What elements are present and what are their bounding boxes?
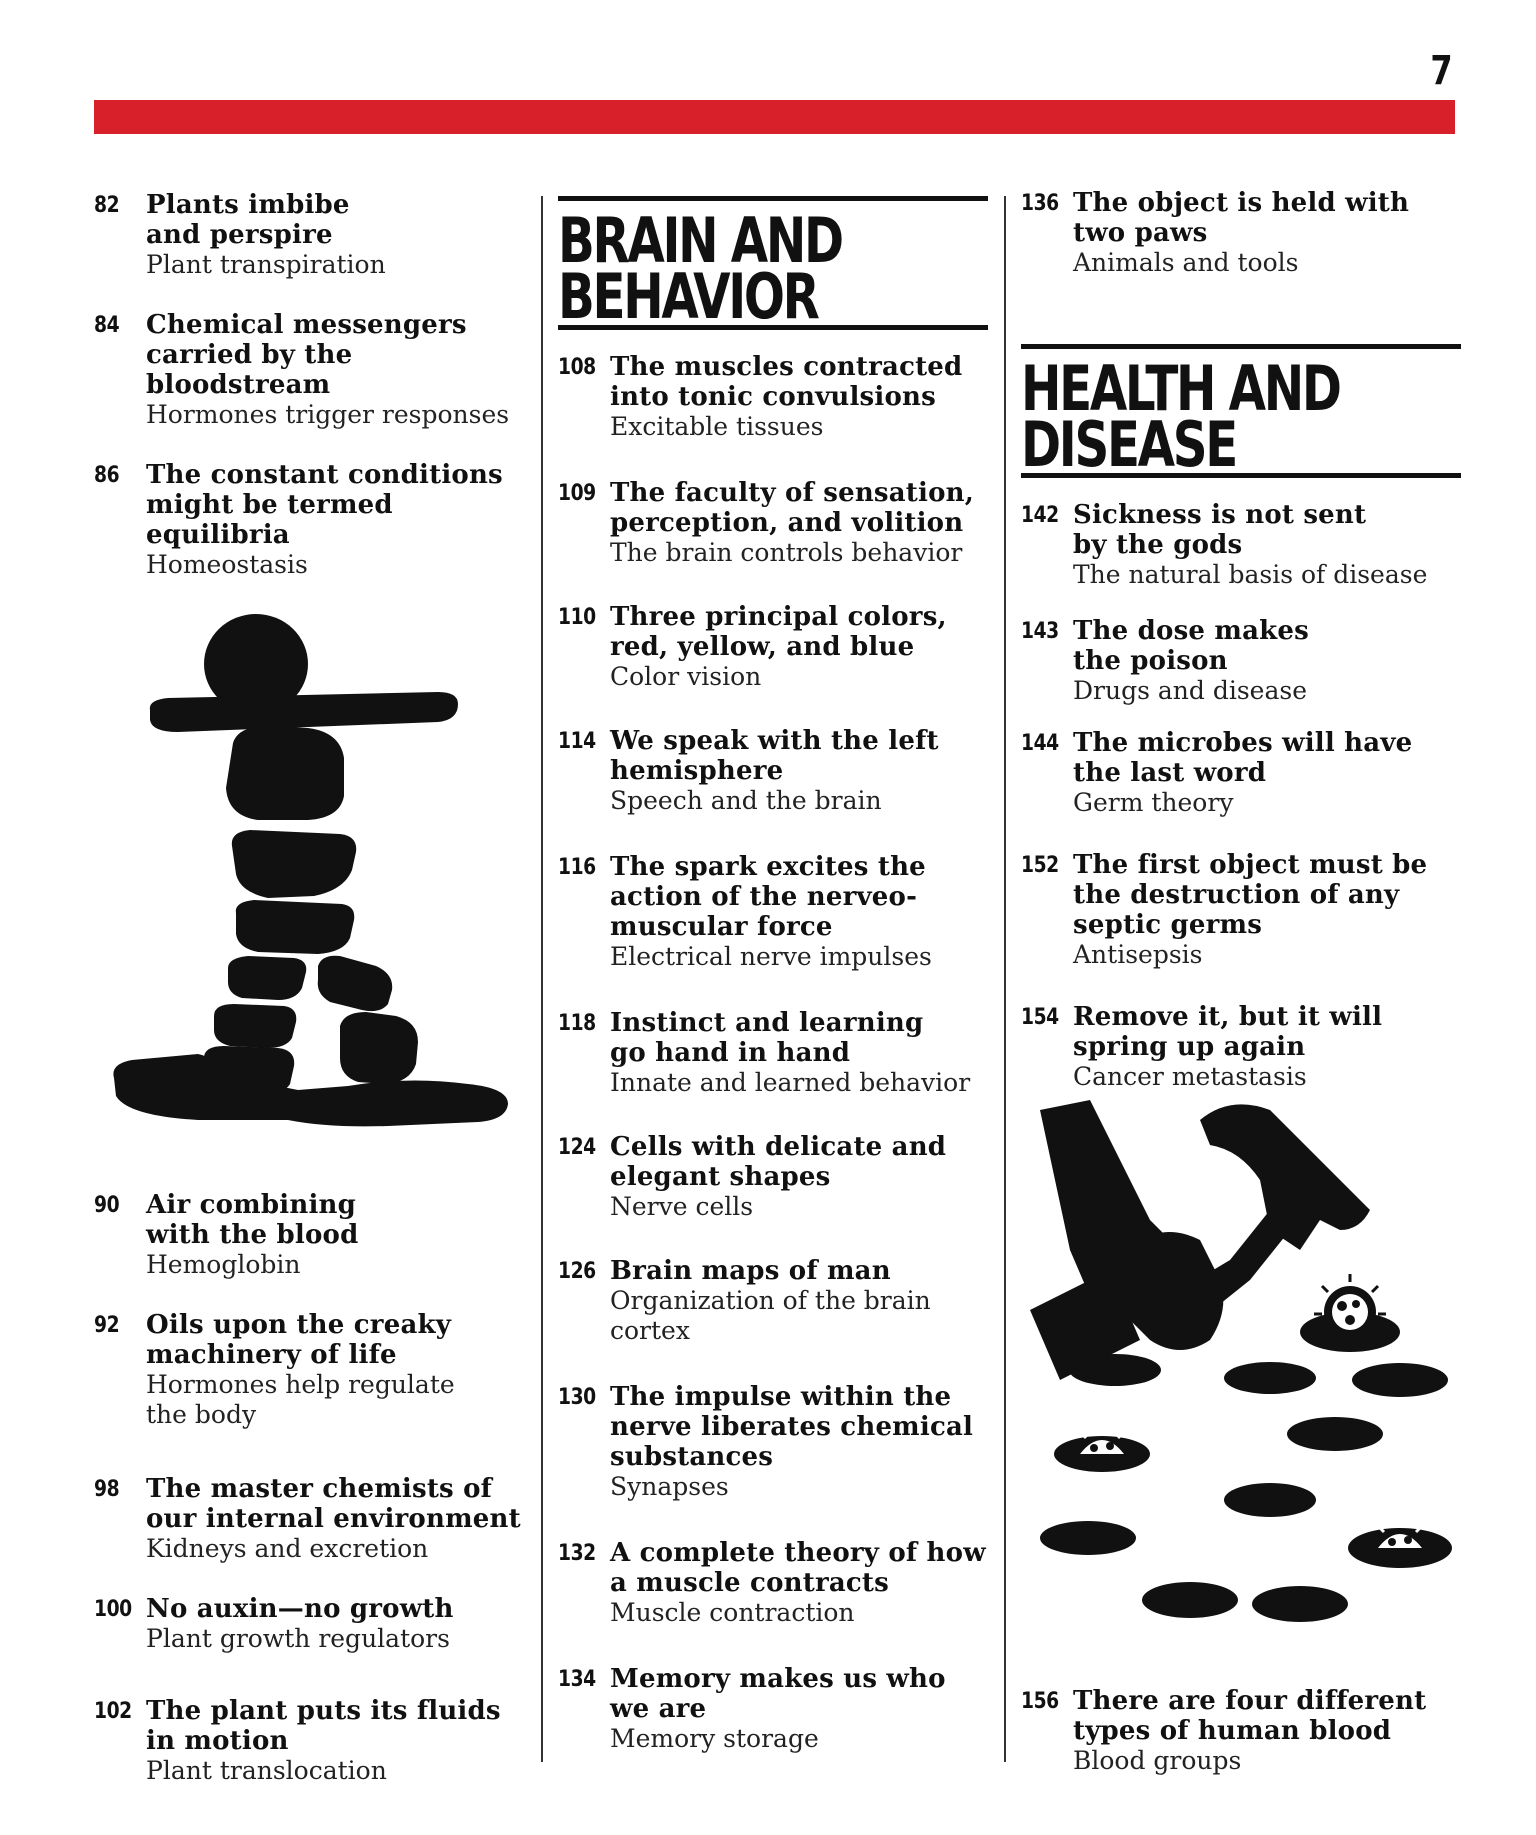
toc-entry[interactable] xyxy=(94,1190,524,1280)
toc-entry[interactable] xyxy=(1021,1002,1461,1092)
toc-title: Chemical messengers carried by the bloodstream xyxy=(146,310,467,400)
toc-page-number: 110 xyxy=(558,605,596,630)
toc-entry[interactable] xyxy=(558,1256,988,1346)
toc-subtitle: Color vision xyxy=(610,662,762,691)
toc-subtitle: Memory storage xyxy=(610,1724,819,1753)
toc-subtitle: The brain controls behavior xyxy=(610,538,963,567)
toc-entry[interactable] xyxy=(1021,728,1461,818)
toc-title: The impulse within the nerve liberates chemical substances xyxy=(610,1382,974,1472)
toc-entry[interactable] xyxy=(94,1594,524,1654)
toc-subtitle: The natural basis of disease xyxy=(1073,560,1428,589)
toc-entry[interactable] xyxy=(1021,188,1461,278)
toc-page-number: 143 xyxy=(1021,619,1059,644)
toc-page-number: 156 xyxy=(1021,1689,1059,1714)
toc-page-number: 118 xyxy=(558,1011,596,1036)
header-red-bar xyxy=(94,100,1455,134)
toc-page-number: 124 xyxy=(558,1135,596,1160)
toc-page-number: 130 xyxy=(558,1385,596,1410)
toc-entry[interactable] xyxy=(558,1132,988,1222)
toc-page-number: 116 xyxy=(558,855,596,880)
toc-page-number: 109 xyxy=(558,481,596,506)
toc-subtitle: Electrical nerve impulses xyxy=(610,942,932,971)
toc-subtitle: Hormones trigger responses xyxy=(146,400,510,429)
toc-subtitle: Germ theory xyxy=(1073,788,1234,817)
toc-title: Instinct and learning go hand in hand xyxy=(610,1008,924,1068)
toc-page-number: 82 xyxy=(94,193,120,218)
toc-subtitle: Plant transpiration xyxy=(146,250,386,279)
toc-subtitle: Excitable tissues xyxy=(610,412,824,441)
toc-entry[interactable] xyxy=(558,726,988,816)
toc-page-number: 152 xyxy=(1021,853,1059,878)
toc-entry[interactable] xyxy=(94,460,524,580)
toc-subtitle: Synapses xyxy=(610,1472,729,1501)
toc-page-number: 84 xyxy=(94,313,120,338)
toc-entry[interactable] xyxy=(558,478,988,568)
toc-subtitle: Organization of the brain cortex xyxy=(610,1286,931,1345)
toc-title: The muscles contracted into tonic convulsions xyxy=(610,352,963,412)
toc-subtitle: Speech and the brain xyxy=(610,786,882,815)
toc-title: The first object must be the destruction of any septic germs xyxy=(1073,850,1428,940)
section-heading-brain-behavior xyxy=(558,196,988,333)
toc-page-number: 154 xyxy=(1021,1005,1059,1030)
toc-title: Sickness is not sent by the gods xyxy=(1073,500,1367,560)
toc-entry[interactable] xyxy=(94,1474,524,1564)
toc-entry[interactable] xyxy=(94,190,524,280)
toc-subtitle: Drugs and disease xyxy=(1073,676,1307,705)
toc-title: The constant conditions might be termed equilibria xyxy=(146,460,503,550)
toc-entry[interactable] xyxy=(558,1382,988,1502)
toc-subtitle: Nerve cells xyxy=(610,1192,754,1221)
toc-title: The faculty of sensation, perception, and volition xyxy=(610,478,974,538)
toc-title: The spark excites the action of the nerveo- muscular force xyxy=(610,852,926,942)
section-title: HEALTH AND DISEASE xyxy=(1021,352,1340,481)
toc-page-number: 86 xyxy=(94,463,120,488)
toc-title: Plants imbibe and perspire xyxy=(146,190,350,250)
toc-entry[interactable] xyxy=(94,1696,524,1786)
toc-title: The master chemists of our internal environment xyxy=(146,1474,521,1534)
toc-subtitle: Kidneys and excretion xyxy=(146,1534,429,1563)
column-divider-right xyxy=(1004,196,1006,1762)
toc-title: Cells with delicate and elegant shapes xyxy=(610,1132,947,1192)
toc-entry[interactable] xyxy=(94,310,524,430)
toc-page-number: 126 xyxy=(558,1259,596,1284)
inukshuk-illustration xyxy=(108,608,513,1128)
toc-entry[interactable] xyxy=(558,1008,988,1098)
toc-entry[interactable] xyxy=(1021,616,1461,706)
toc-page-number: 90 xyxy=(94,1193,120,1218)
toc-title: Three principal colors, red, yellow, and blue xyxy=(610,602,947,662)
toc-title: The microbes will have the last word xyxy=(1073,728,1413,788)
toc-subtitle: Plant translocation xyxy=(146,1756,387,1785)
toc-entry[interactable] xyxy=(558,352,988,442)
toc-entry[interactable] xyxy=(558,1538,988,1628)
toc-entry[interactable] xyxy=(558,602,988,692)
toc-title: The plant puts its fluids in motion xyxy=(146,1696,501,1756)
toc-title: Air combining with the blood xyxy=(146,1190,359,1250)
toc-page-number: 98 xyxy=(94,1477,120,1502)
toc-subtitle: Homeostasis xyxy=(146,550,308,579)
toc-title: The object is held with two paws xyxy=(1073,188,1410,248)
toc-title: Remove it, but it will spring up again xyxy=(1073,1002,1383,1062)
toc-page-number: 144 xyxy=(1021,731,1059,756)
toc-page-number: 134 xyxy=(558,1667,596,1692)
toc-page-number: 136 xyxy=(1021,191,1059,216)
toc-title: Brain maps of man xyxy=(610,1256,891,1286)
toc-entry[interactable] xyxy=(94,1310,524,1430)
toc-page-number: 100 xyxy=(94,1597,132,1622)
toc-subtitle: Cancer metastasis xyxy=(1073,1062,1307,1091)
toc-subtitle: Antisepsis xyxy=(1073,940,1203,969)
toc-title: There are four different types of human blood xyxy=(1073,1686,1427,1746)
toc-title: We speak with the left hemisphere xyxy=(610,726,939,786)
toc-title: No auxin—no growth xyxy=(146,1594,454,1624)
toc-subtitle: Hormones help regulate the body xyxy=(146,1370,455,1429)
toc-entry[interactable] xyxy=(1021,500,1461,590)
page-number: 7 xyxy=(1430,48,1452,94)
toc-title: Oils upon the creaky machinery of life xyxy=(146,1310,452,1370)
toc-page-number: 102 xyxy=(94,1699,132,1724)
toc-subtitle: Innate and learned behavior xyxy=(610,1068,971,1097)
toc-entry[interactable] xyxy=(1021,1686,1461,1776)
toc-subtitle: Muscle contraction xyxy=(610,1598,855,1627)
toc-page-number: 132 xyxy=(558,1541,596,1566)
toc-entry[interactable] xyxy=(558,852,988,972)
toc-title: The dose makes the poison xyxy=(1073,616,1309,676)
toc-page-number: 142 xyxy=(1021,503,1059,528)
toc-entry[interactable] xyxy=(1021,850,1461,970)
toc-page-number: 92 xyxy=(94,1313,120,1338)
column-divider-left xyxy=(541,196,543,1762)
toc-title: A complete theory of how a muscle contracts xyxy=(610,1538,986,1598)
section-title: BRAIN AND BEHAVIOR xyxy=(558,204,842,333)
section-heading-health-disease xyxy=(1021,344,1461,481)
toc-subtitle: Blood groups xyxy=(1073,1746,1242,1775)
toc-page-number: 108 xyxy=(558,355,596,380)
toc-title: Memory makes us who we are xyxy=(610,1664,946,1724)
hammer-germs-illustration xyxy=(1030,1100,1460,1640)
toc-entry[interactable] xyxy=(558,1664,988,1754)
toc-subtitle: Animals and tools xyxy=(1073,248,1299,277)
toc-page-number: 114 xyxy=(558,729,596,754)
toc-subtitle: Plant growth regulators xyxy=(146,1624,450,1653)
toc-subtitle: Hemoglobin xyxy=(146,1250,301,1279)
